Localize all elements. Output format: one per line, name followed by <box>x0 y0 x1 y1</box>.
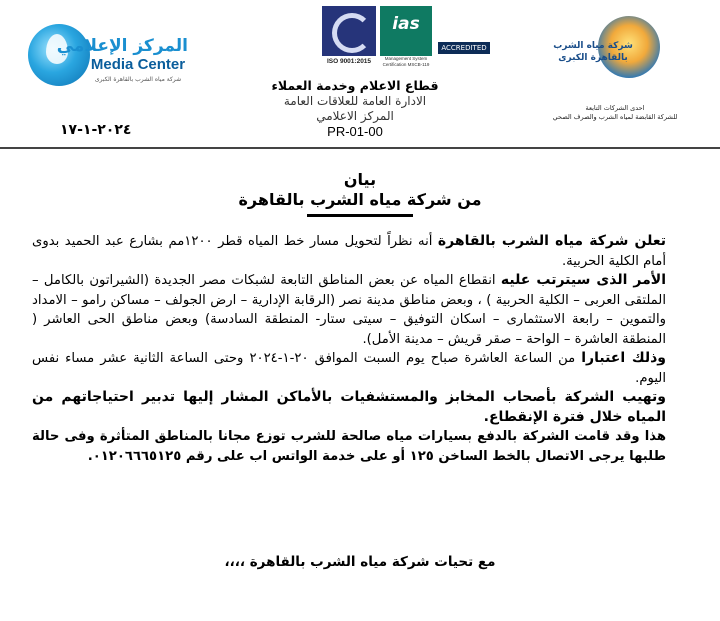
document-date: ٢٠٢٤-١-١٧ <box>60 122 132 138</box>
certification-logos <box>322 6 487 68</box>
title-underline <box>307 214 413 217</box>
ias-subcaption: Management System Certification MSCB-119 <box>382 56 430 67</box>
statement-body <box>32 232 666 466</box>
media-center-english-label: Media Center <box>90 56 186 73</box>
document-code: PR-01-00 <box>327 124 383 139</box>
ias-logo <box>380 6 487 56</box>
paragraph-affected-areas <box>32 271 666 349</box>
department-block <box>240 78 470 140</box>
media-center-arabic-label: المركز الإعلامي <box>56 36 188 56</box>
paragraph-water-trucks: هذا وقد قامت الشركة بالدفع بسيارات مياه صالحة للشرب توزع مجانا بالمناطق المتأثرة وفى حالة طلبها يرجى الاتصال بالخط الساخن ١٢٥ أو على خدمة الواتس اب على رقم ٠١٢٠٦٦٦٥١٢٥. <box>32 429 666 464</box>
letterhead <box>0 0 720 148</box>
header-divider <box>0 147 720 149</box>
company-affiliation-line1: احدى الشركات التابعة <box>585 104 645 112</box>
iso-caption: ISO 9001:2015 <box>326 58 372 65</box>
sector-line: قطاع الاعلام وخدمة العملاء <box>271 78 439 93</box>
ias-logo-text: ias <box>392 14 420 34</box>
department-line: الادارة العامة للعلاقات العامة <box>283 94 427 108</box>
company-affiliation-line2: للشركة القابضة لمياه الشرب والصرف الصحي <box>552 113 678 121</box>
paragraph-appeal: وتهيب الشركة بأصحاب المخابز والمستشفيات بالأماكن المشار إليها تدبير احتياجاتهم من المياه خلال فترة الإنقطاع. <box>32 389 666 425</box>
paragraph-lead: وذلك اعتبارا <box>581 350 667 366</box>
company-logo <box>548 14 658 98</box>
paragraph-text: من الساعة العاشرة صباح يوم السبت الموافق ٢٠-١-٢٠٢٤ وحتى الساعة الثانية عشر مساء نفس اليوم. <box>32 351 666 386</box>
company-logo-name: شركة مياه الشرب بالقاهرة الكبرى <box>553 41 633 63</box>
ias-accredited-label: ACCREDITED <box>438 42 490 54</box>
paragraph-lead: الأمر الذى سيترتب عليه <box>500 272 666 288</box>
closing-greeting: مع تحيات شركة مياه الشرب بالقاهرة ،،،، <box>224 554 496 570</box>
paragraph-lead: تعلن شركة مياه الشرب بالقاهرة <box>437 233 666 249</box>
iso-q-logo <box>322 6 376 56</box>
media-center-subtitle: شركة مياه الشرب بالقاهرة الكبرى <box>94 76 182 83</box>
paragraph-announcement <box>32 232 666 271</box>
paragraph-text: انقطاع المياه عن بعض المناطق التابعة لشبكات مصر الجديدة (الشيراتون بالكامل – الملتقى العربى – الكلية الحربية ) ، وبعض مناطق مدينة نصر (الرقابة الإدارية – ارض الجولف – مساكن رامو – الامداد والتموين – رابعة الاستثمارى – اسكان التوفيق – سيتى ستار- المنطقة السادسة) وبعض مناطق الحى العاشر ( المنطقة العاشرة – الواحة – صقر قريش – مدينة الأمل). <box>32 273 666 347</box>
statement-title: بيان <box>343 170 377 189</box>
media-center-logo <box>28 24 188 94</box>
paragraph-text: أنه نظراً لتحويل مسار خط المياه قطر ١٢٠٠مم بشارع عبد الحميد بدوى أمام الكلية الحربية. <box>32 234 666 269</box>
statement-subtitle: من شركة مياه الشرب بالقاهرة <box>238 190 482 209</box>
paragraph-timing <box>32 349 666 388</box>
center-line: المركز الاعلامي <box>316 109 394 123</box>
company-affiliation <box>540 104 690 122</box>
iso-q-ring-icon <box>332 13 372 53</box>
